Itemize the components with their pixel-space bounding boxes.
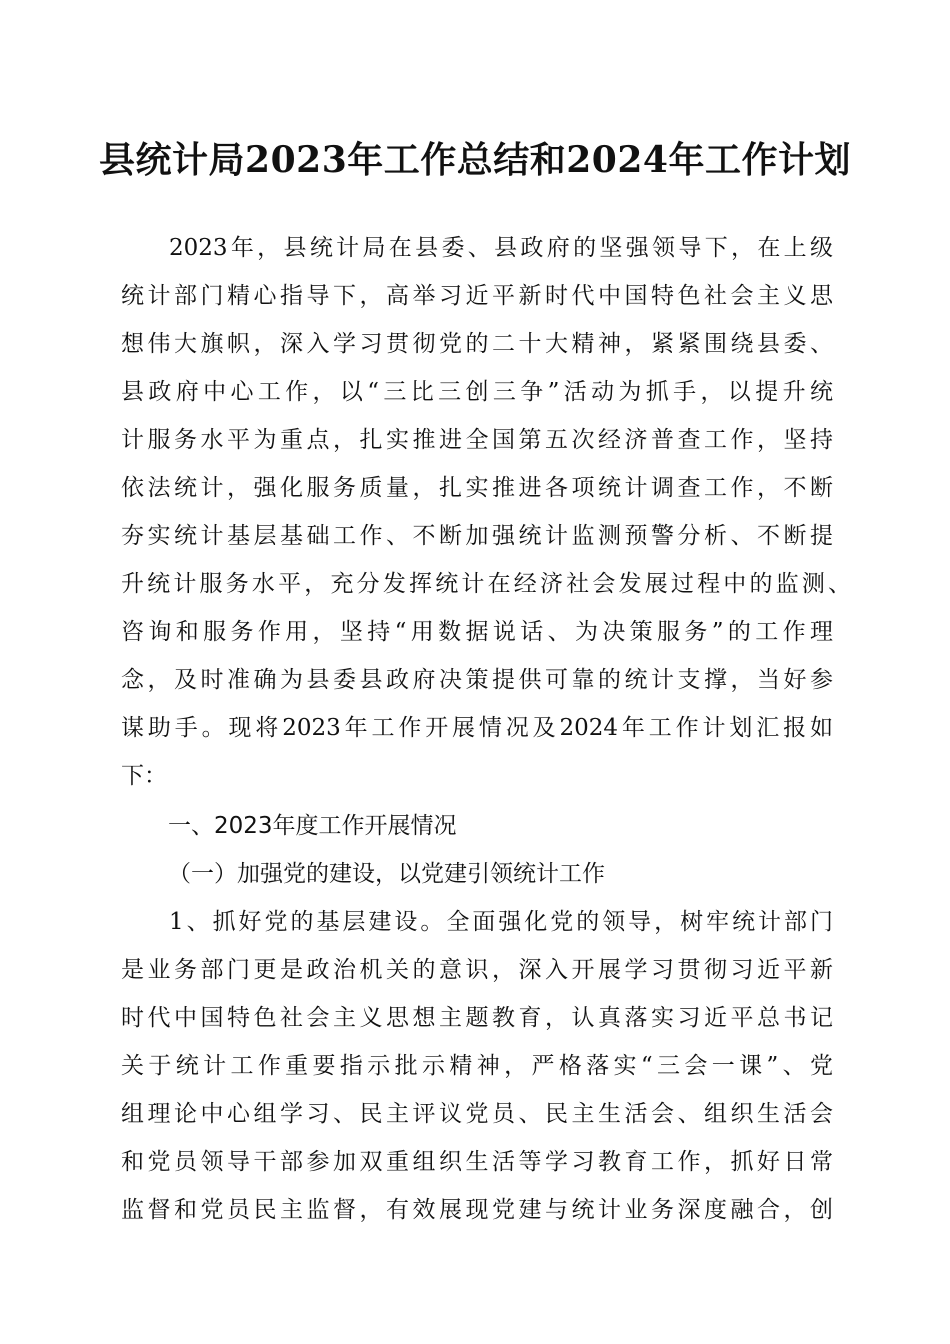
intro-line: 谋助手。现将2023年工作开展情况及2024年工作计划汇报如 xyxy=(121,715,833,741)
intro-line: 念，及时准确为县委县政府决策提供可靠的统计支撑，当好参 xyxy=(121,667,833,693)
paragraph-line: 1、抓好党的基层建设。全面强化党的领导，树牢统计部门 xyxy=(169,909,833,935)
intro-line: 想伟大旗帜，深入学习贯彻党的二十大精神，紧紧围绕县委、 xyxy=(121,331,833,357)
intro-line: 下： xyxy=(121,763,167,789)
paragraph-line: 时代中国特色社会主义思想主题教育，认真落实习近平总书记 xyxy=(121,1005,833,1031)
intro-line: 夯实统计基层基础工作、不断加强统计监测预警分析、不断提 xyxy=(121,523,833,549)
intro-line: 咨询和服务作用，坚持“用数据说话、为决策服务”的工作理 xyxy=(121,619,833,645)
intro-line: 统计部门精心指导下，高举习近平新时代中国特色社会主义思 xyxy=(121,283,833,309)
paragraph-line: 组理论中心组学习、民主评议党员、民主生活会、组织生活会 xyxy=(121,1101,833,1127)
intro-line: 2023年，县统计局在县委、县政府的坚强领导下，在上级 xyxy=(169,235,833,261)
paragraph-line: 监督和党员民主监督，有效展现党建与统计业务深度融合，创 xyxy=(121,1197,833,1223)
paragraph-line: 和党员领导干部参加双重组织生活等学习教育工作，抓好日常 xyxy=(121,1149,833,1175)
intro-line: 升统计服务水平，充分发挥统计在经济社会发展过程中的监测、 xyxy=(121,571,851,597)
intro-line: 依法统计，强化服务质量，扎实推进各项统计调查工作，不断 xyxy=(121,475,833,501)
intro-line: 县政府中心工作，以“三比三创三争”活动为抓手，以提升统 xyxy=(121,379,833,405)
section-heading-1: 一、2023年度工作开展情况 xyxy=(168,813,457,839)
section-heading-2: （一）加强党的建设，以党建引领统计工作 xyxy=(168,861,605,887)
intro-line: 计服务水平为重点，扎实推进全国第五次经济普查工作，坚持 xyxy=(121,427,833,453)
paragraph-line: 是业务部门更是政治机关的意识，深入开展学习贯彻习近平新 xyxy=(121,957,833,983)
document-title: 县统计局2023年工作总结和2024年工作计划 xyxy=(99,139,851,181)
paragraph-line: 关于统计工作重要指示批示精神，严格落实“三会一课”、党 xyxy=(121,1053,833,1079)
